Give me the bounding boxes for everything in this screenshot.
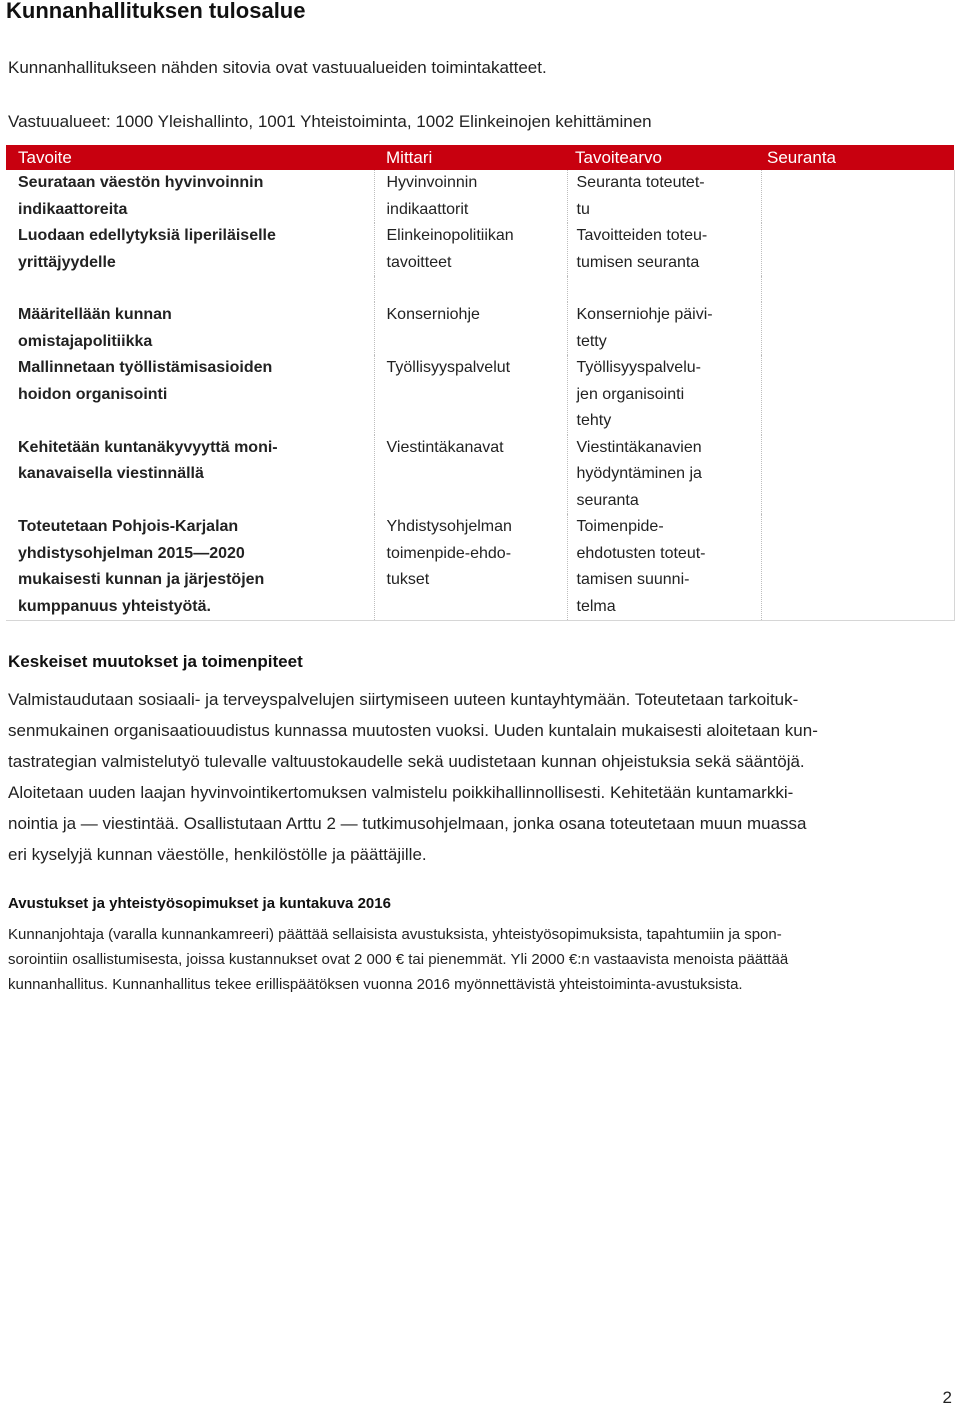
cell-target (567, 302, 761, 355)
table-row (6, 355, 954, 435)
cell-target (567, 514, 761, 621)
cell-goal (6, 514, 374, 621)
cell-target-line: Työllisyyspalvelu- (576, 359, 701, 376)
cell-target-line: Tavoitteiden toteu- (576, 227, 708, 244)
cell-target-line: tamisen suunni- (576, 571, 690, 588)
grants-title: Avustukset ja yhteistyösopimukset ja kuntakuva 2016 (8, 895, 391, 912)
cell-target-line: ehdotusten toteut- (576, 544, 706, 562)
cell-metric (374, 514, 567, 621)
changes-line: tastrategian valmistelutyö tulevalle valtuustokaudelle sekä uudistetaan kunnan ohjeistuksia sekä sääntöjä. (8, 752, 805, 771)
cell-target-line: tumisen seuranta (576, 253, 700, 271)
cell-metric (374, 170, 567, 223)
spacer-cell (567, 276, 761, 302)
grants-line: Kunnanjohtaja (varalla kunnankamreeri) päättää sellaisista avustuksista, yhteistyösopimuksista, tapahtumiin ja spon- (8, 926, 782, 943)
cell-target-line: Toimenpide- (576, 518, 664, 535)
cell-followup (761, 514, 954, 621)
goals-table-header (6, 145, 954, 170)
cell-target-line: Viestintäkanavien (576, 438, 702, 456)
changes-line: nointia ja — viestintää. Osallistutaan Arttu 2 — tutkimusohjelmaan, jonka osana toteutetaan muun muassa (8, 814, 807, 833)
cell-target-line: Konserniohje päivi- (576, 306, 713, 323)
goals-table-body (6, 170, 954, 621)
table-row (6, 223, 954, 276)
cell-goal-line: Määritellään kunnan (18, 306, 172, 323)
cell-target-line: tu (576, 200, 590, 218)
cell-metric (374, 355, 567, 435)
spacer-cell (6, 276, 374, 302)
table-row (6, 302, 954, 355)
cell-metric-line: Konserniohje (386, 306, 480, 323)
cell-target (567, 355, 761, 435)
cell-metric-line: Viestintäkanavat (386, 438, 504, 456)
cell-goal-line: Kehitetään kuntanäkyvyyttä moni- (18, 438, 278, 456)
changes-line: Valmistaudutaan sosiaali- ja terveyspalvelujen siirtymiseen uuteen kuntayhtymään. Toteutetaan tarkoituk- (8, 690, 799, 709)
table-row (6, 170, 954, 223)
cell-target-line: jen organisointi (576, 385, 685, 403)
table-spacer (6, 276, 954, 302)
cell-metric-line: toimenpide-ehdo- (386, 544, 512, 562)
page-number: 2 (942, 1388, 952, 1407)
cell-goal-line: Mallinnetaan työllistämisasioiden (18, 359, 273, 376)
grants-line: kunnanhallitus. Kunnanhallitus tekee erillispäätöksen vuonna 2016 myönnettävistä yhteistoiminta-avustuksista. (8, 976, 743, 993)
cell-goal-line: Toteutetaan Pohjois-Karjalan (18, 518, 239, 535)
cell-metric-line: tukset (386, 571, 430, 588)
header-goal: Tavoite (6, 145, 374, 170)
cell-metric-line: indikaattorit (386, 200, 469, 218)
changes-line: Aloitetaan uuden laajan hyvinvointikertomuksen valmistelu poikkihallinnollisesti. Kehitetään kuntamarkki- (8, 783, 794, 802)
changes-line: senmukainen organisaatiouudistus kunnassa muutosten vuoksi. Uuden kuntalain mukaisesti aloitetaan kun- (8, 721, 818, 740)
spacer-cell (761, 276, 954, 302)
cell-target-line: seuranta (576, 491, 639, 509)
cell-metric (374, 435, 567, 515)
grants-text (8, 922, 954, 997)
header-target: Tavoitearvo (567, 145, 761, 170)
goals-table (6, 145, 955, 621)
cell-goal-line: Seurataan väestön hyvinvoinnin (18, 174, 264, 191)
cell-metric-line: Työllisyyspalvelut (386, 359, 511, 376)
cell-goal-line: Luodaan edellytyksiä liperiläiselle (18, 227, 276, 244)
header-metric: Mittari (374, 145, 567, 170)
table-row (6, 514, 954, 621)
cell-target-line: tetty (576, 332, 607, 350)
cell-goal-line: hoidon organisointi (18, 385, 168, 403)
cell-goal-line: yhdistysohjelman 2015—2020 (18, 544, 245, 562)
changes-title: Keskeiset muutokset ja toimenpiteet (8, 652, 303, 671)
intro-text: Kunnanhallitukseen nähden sitovia ovat vastuualueiden toimintakatteet. (8, 58, 547, 77)
cell-followup (761, 302, 954, 355)
cell-goal-line: yrittäjyydelle (18, 253, 116, 271)
spacer-cell (374, 276, 567, 302)
cell-target-line: telma (576, 597, 616, 615)
cell-metric (374, 302, 567, 355)
cell-metric-line: tavoitteet (386, 253, 452, 271)
cell-target (567, 223, 761, 276)
changes-line: eri kyselyjä kunnan väestölle, henkilöstölle ja päättäjille. (8, 845, 427, 864)
cell-followup (761, 435, 954, 515)
cell-target-line: hyödyntäminen ja (576, 465, 702, 482)
cell-target-line: Seuranta toteutet- (576, 174, 705, 191)
cell-goal (6, 435, 374, 515)
page-title: Kunnanhallituksen tulosalue (6, 0, 306, 23)
cell-goal-line: indikaattoreita (18, 200, 128, 218)
cell-goal (6, 223, 374, 276)
cell-goal (6, 302, 374, 355)
cell-metric-line: Hyvinvoinnin (386, 174, 478, 191)
cell-goal (6, 170, 374, 223)
cell-metric-line: Elinkeinopolitiikan (386, 227, 514, 244)
cell-followup (761, 355, 954, 435)
cell-followup (761, 170, 954, 223)
cell-goal-line: mukaisesti kunnan ja järjestöjen (18, 571, 265, 588)
header-followup: Seuranta (761, 145, 954, 170)
cell-goal (6, 355, 374, 435)
cell-target-line: tehty (576, 412, 612, 429)
cell-goal-line: kanavaisella viestinnällä (18, 465, 204, 482)
cell-target (567, 170, 761, 223)
cell-goal-line: kumppanuus yhteistyötä. (18, 597, 211, 615)
cell-followup (761, 223, 954, 276)
cell-metric-line: Yhdistysohjelman (386, 518, 512, 535)
responsibility-areas: Vastuualueet: 1000 Yleishallinto, 1001 Yhteistoiminta, 1002 Elinkeinojen kehittäminen (8, 112, 652, 131)
cell-target (567, 435, 761, 515)
table-row (6, 435, 954, 515)
cell-goal-line: omistajapolitiikka (18, 332, 153, 350)
cell-metric (374, 223, 567, 276)
grants-line: sorointiin osallistumisesta, joissa kustannukset ovat 2 000 € tai pienemmät. Yli 2000 €:n vastaavista menoista päättää (8, 951, 789, 968)
changes-text (8, 684, 954, 870)
